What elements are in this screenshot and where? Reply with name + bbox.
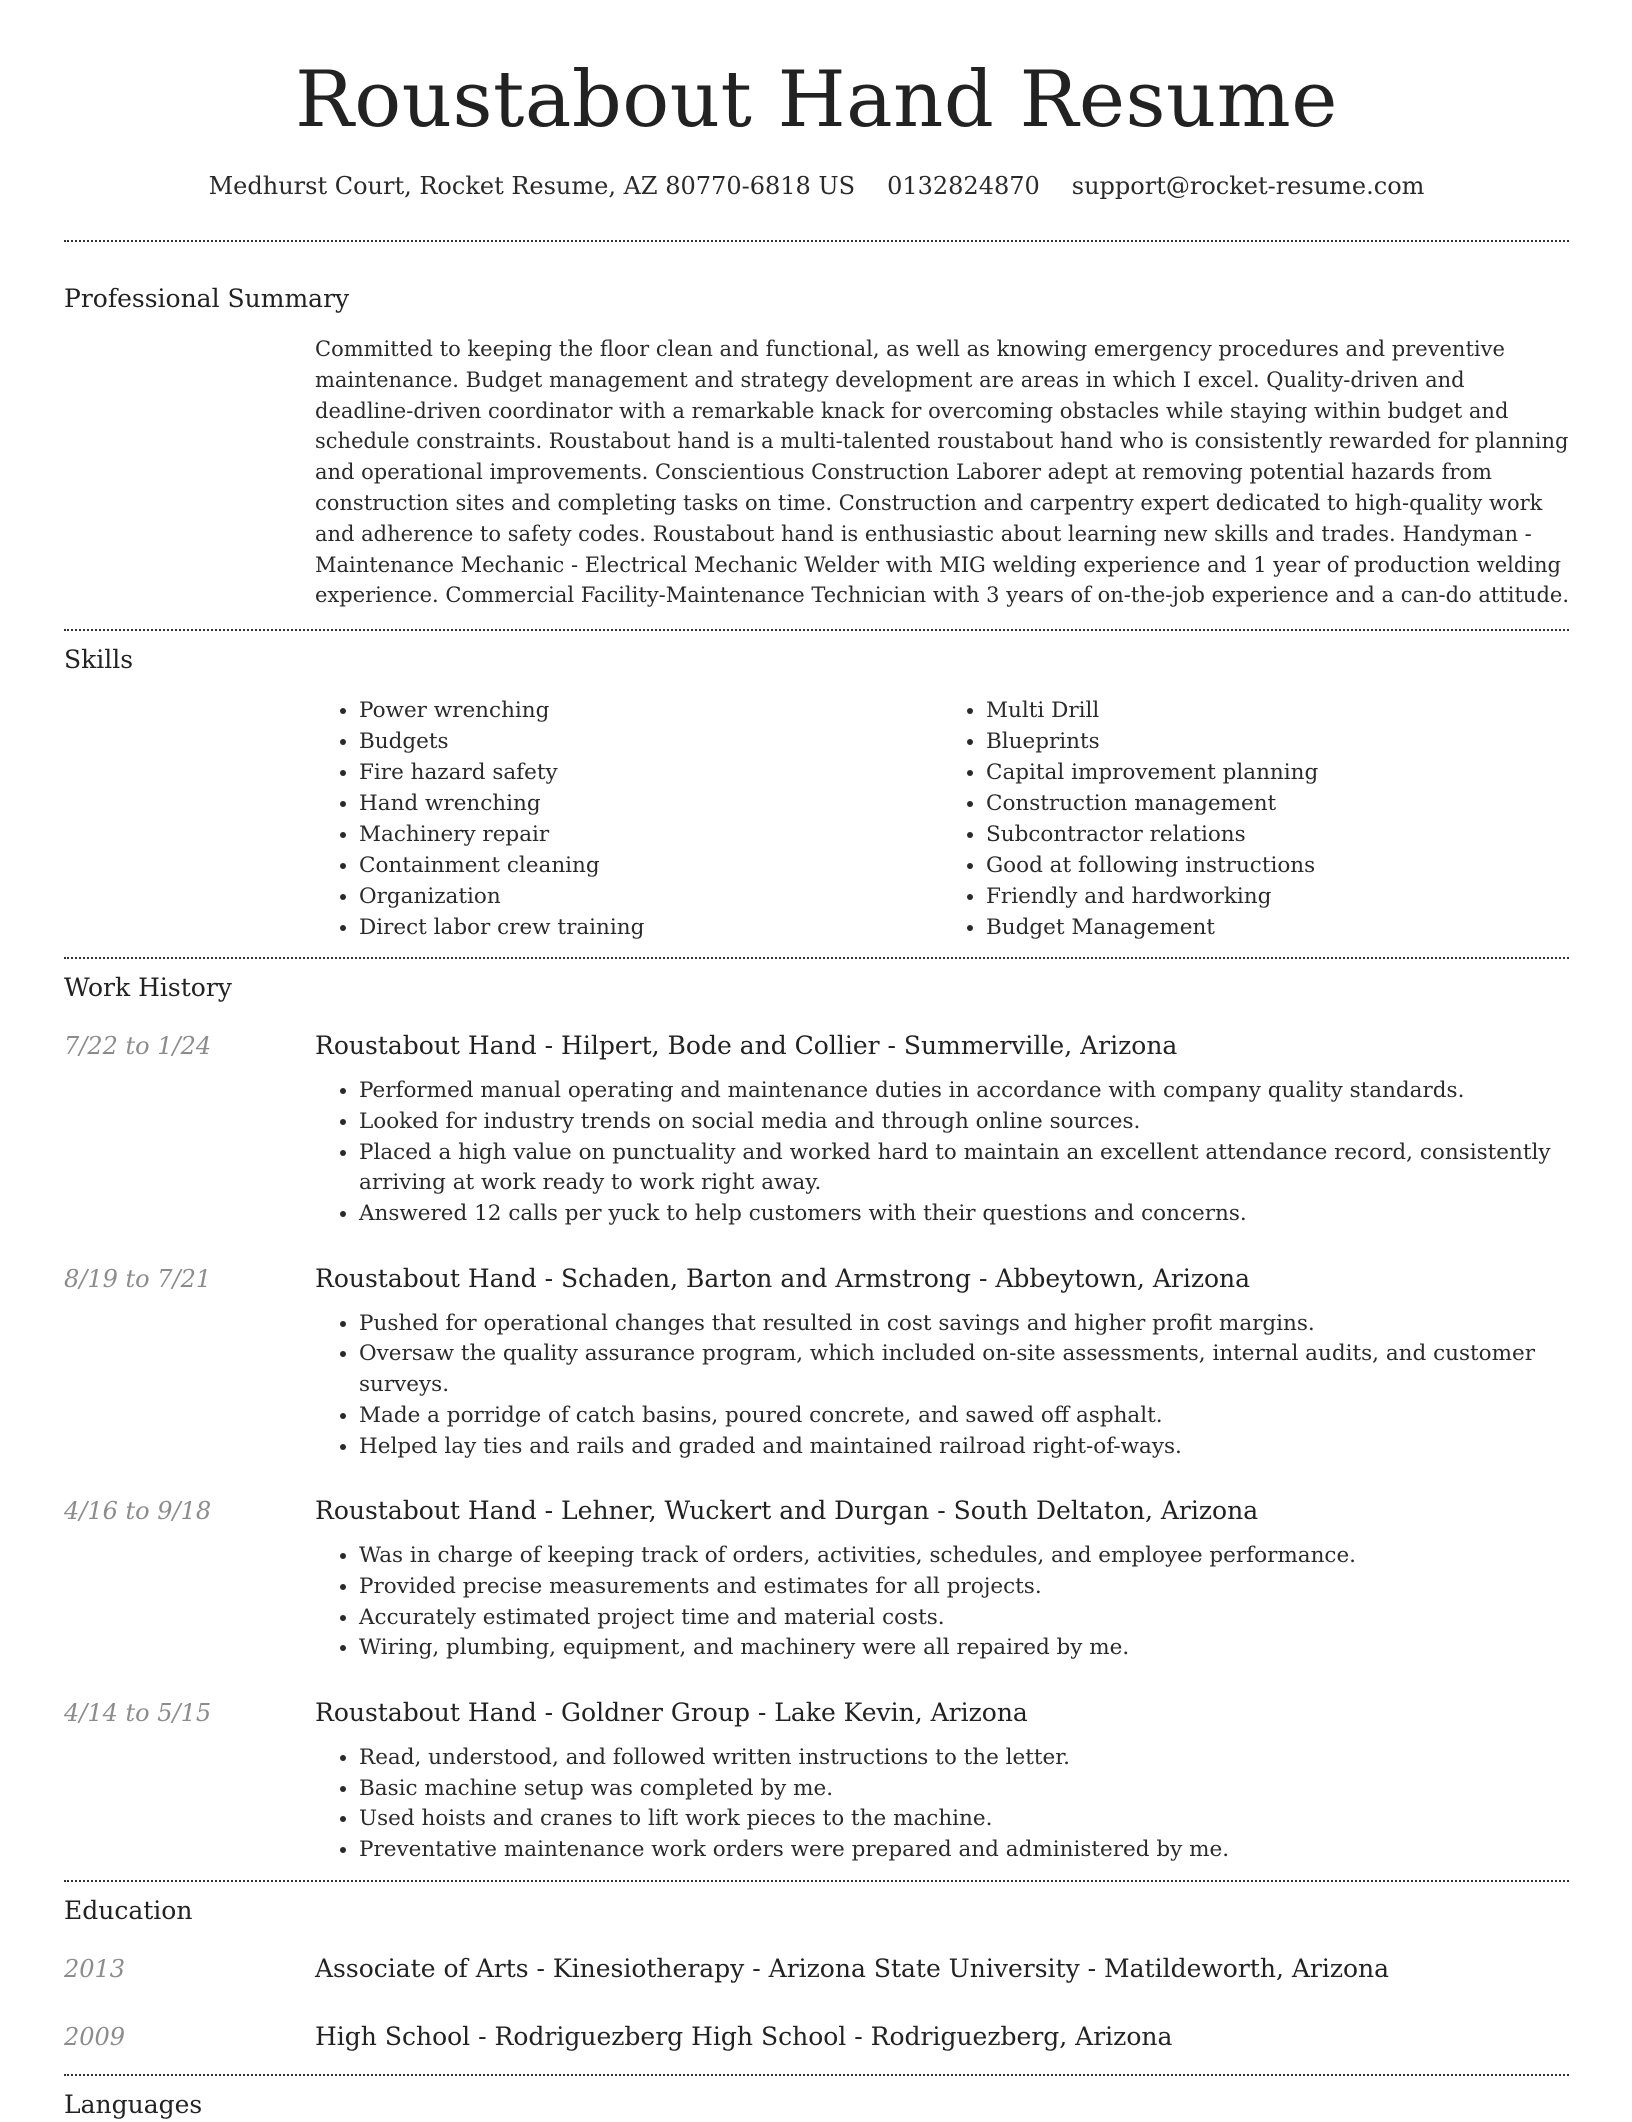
job-duty: • Preventative maintenance work orders were prepared and administered by me. — [359, 1835, 1569, 1866]
job-duty: • Oversaw the quality assurance program, which included on-site assessments, internal audits, and customer surveys. — [359, 1339, 1569, 1400]
skill-item: • Hand wrenching — [359, 788, 942, 819]
summary-text: Committed to keeping the floor clean and functional, as well as knowing emergency procedures and preventive maintenance. Budget management and strategy development are areas in which I excel. Quality-driven and deadline-driven coordinator with a remarkable knack for overcoming obstacles while staying within budget and schedule constraints. Roustabout hand is a multi-talented roustabout hand who is consistently rewarded for planning and operational improvements. Conscientious Construction Laborer adept at removing potential hazards from construction sites and completing tasks on time. Construction and carpentry expert dedicated to high-quality work and adherence to safety codes. Roustabout hand is enthusiastic about learning new skills and trades. Handyman - Maintenance Mechanic - Electrical Mechanic Welder with MIG welding experience and 1 year of production welding experience. Commercial Facility-Maintenance Technician with 3 years of on-the-job experience and a can-do attitude. — [315, 337, 1569, 608]
contact-info — [64, 170, 1569, 202]
job-duties — [315, 1743, 1569, 1866]
job-entry — [64, 1696, 1569, 1866]
summary-divider — [64, 629, 1569, 631]
job-duty: • Used hoists and cranes to lift work pieces to the machine. — [359, 1804, 1569, 1835]
contact-address: Medhurst Court, Rocket Resume, AZ 80770-6818 US — [208, 172, 856, 200]
job-date: 8/19 to 7/21 — [64, 1264, 212, 1293]
job-entry — [64, 1029, 1569, 1230]
skill-item: • Organization — [359, 881, 942, 912]
resume-title: Roustabout Hand Resume — [295, 55, 1338, 145]
job-duty: • Read, understood, and followed written instructions to the letter. — [359, 1743, 1569, 1774]
job-entry — [64, 1262, 1569, 1463]
contact-phone: 0132824870 — [887, 172, 1040, 200]
languages-section — [64, 2088, 1569, 2122]
languages-heading: Languages — [64, 2089, 203, 2119]
job-date: 4/16 to 9/18 — [64, 1497, 212, 1526]
job-duty: • Made a porridge of catch basins, poured concrete, and sawed off asphalt. — [359, 1401, 1569, 1432]
job-entry — [64, 1494, 1569, 1664]
job-date: 7/22 to 1/24 — [64, 1032, 212, 1061]
job-duty: • Answered 12 calls per yuck to help customers with their questions and concerns. — [359, 1199, 1569, 1230]
education-entry — [64, 1952, 1569, 1986]
job-duty: • Placed a high value on punctuality and worked hard to maintain an excellent attendance record, consistently arriving at work ready to work right away. — [359, 1138, 1569, 1199]
skill-item: • Capital improvement planning — [986, 757, 1569, 788]
work-divider — [64, 1880, 1569, 1882]
skill-item: • Power wrenching — [359, 695, 942, 726]
contact-email: support@rocket-resume.com — [1071, 172, 1425, 200]
education-date: 2009 — [64, 2022, 126, 2051]
job-title: Roustabout Hand - Hilpert, Bode and Collier - Summerville, Arizona — [315, 1031, 1178, 1061]
skill-item: • Friendly and hardworking — [986, 881, 1569, 912]
job-duties — [315, 1541, 1569, 1664]
job-duty: • Pushed for operational changes that resulted in cost savings and higher profit margins. — [359, 1309, 1569, 1340]
summary-section — [64, 282, 1569, 611]
work-history-section — [64, 971, 1569, 1866]
job-title: Roustabout Hand - Schaden, Barton and Armstrong - Abbeytown, Arizona — [315, 1263, 1251, 1293]
skill-item: • Good at following instructions — [986, 850, 1569, 881]
skill-item: • Direct labor crew training — [359, 912, 942, 943]
job-duty: • Provided precise measurements and estimates for all projects. — [359, 1572, 1569, 1603]
education-date: 2013 — [64, 1954, 126, 1983]
education-title: High School - Rodriguezberg High School - Rodriguezberg, Arizona — [315, 2021, 1173, 2051]
skill-item: • Multi Drill — [986, 695, 1569, 726]
skills-section — [64, 643, 1569, 943]
skill-item: • Construction management — [986, 788, 1569, 819]
education-divider — [64, 2074, 1569, 2076]
job-duty: • Basic machine setup was completed by me. — [359, 1774, 1569, 1805]
job-duty: • Accurately estimated project time and material costs. — [359, 1603, 1569, 1634]
skill-item: • Blueprints — [986, 726, 1569, 757]
skill-item: • Subcontractor relations — [986, 819, 1569, 850]
job-title: Roustabout Hand - Lehner, Wuckert and Durgan - South Deltaton, Arizona — [315, 1496, 1259, 1526]
summary-heading: Professional Summary — [64, 284, 350, 313]
skills-heading: Skills — [64, 645, 134, 675]
skill-item: • Containment cleaning — [359, 850, 942, 881]
header-divider — [64, 240, 1569, 242]
skill-item: • Budget Management — [986, 912, 1569, 943]
education-heading: Education — [64, 1895, 193, 1925]
resume-page — [64, 0, 1569, 2122]
work-history-heading: Work History — [64, 973, 232, 1003]
education-title: Associate of Arts - Kinesiotherapy - Arizona State University - Matildeworth, Arizona — [315, 1953, 1390, 1983]
job-duty: • Performed manual operating and maintenance duties in accordance with company quality standards. — [359, 1076, 1569, 1107]
skills-list-left — [315, 695, 942, 943]
skills-list-right — [942, 695, 1569, 943]
job-duty: • Was in charge of keeping track of orders, activities, schedules, and employee performance. — [359, 1541, 1569, 1572]
job-duty: • Wiring, plumbing, equipment, and machinery were all repaired by me. — [359, 1633, 1569, 1664]
job-title: Roustabout Hand - Goldner Group - Lake Kevin, Arizona — [315, 1698, 1028, 1728]
job-duty: • Helped lay ties and rails and graded and maintained railroad right-of-ways. — [359, 1432, 1569, 1463]
job-duty: • Looked for industry trends on social media and through online sources. — [359, 1107, 1569, 1138]
job-duties — [315, 1076, 1569, 1230]
education-entry — [64, 2020, 1569, 2054]
job-duties — [315, 1309, 1569, 1463]
skill-item: • Fire hazard safety — [359, 757, 942, 788]
skill-item: • Machinery repair — [359, 819, 942, 850]
skills-divider — [64, 957, 1569, 959]
job-date: 4/14 to 5/15 — [64, 1699, 212, 1728]
education-section — [64, 1894, 1569, 2054]
skill-item: • Budgets — [359, 726, 942, 757]
